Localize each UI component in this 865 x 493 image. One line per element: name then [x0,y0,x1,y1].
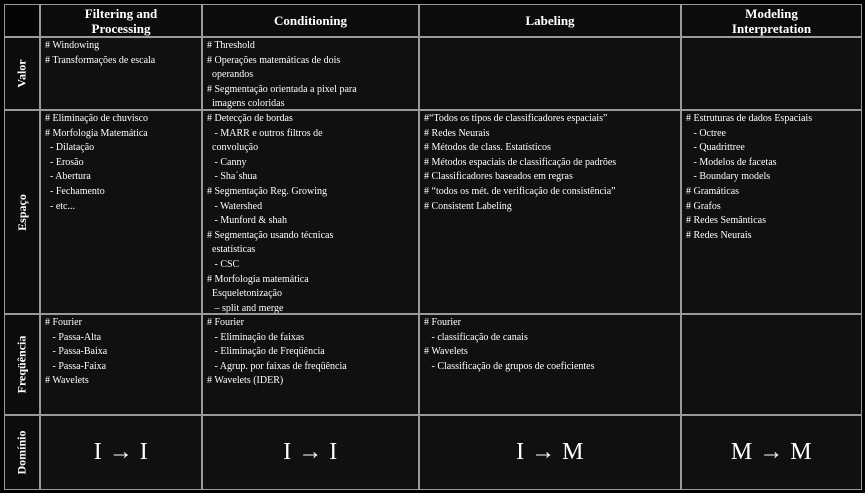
col-header-labeling [419,4,681,37]
col-header-label: Modeling Interpretation [731,5,812,36]
cell-line: # Operações matemáticas de dois [207,54,341,66]
cell-line: – split and merge [207,302,284,314]
domain-mapping: I → I [93,439,149,465]
cell-line: - classificação de canais [424,331,528,343]
cell-espaco-modeling [681,110,862,314]
col-header-conditioning [202,4,419,37]
cell-frequencia-labeling [419,314,681,415]
cell-line: - Fechamento [45,185,105,197]
row-header-label: Espaço [14,193,29,231]
cell-line: Esqueletonização [207,288,282,300]
cell-espaco-labeling [419,110,681,314]
cell-line: # Gramáticas [686,185,740,197]
row-header-frequencia [4,314,40,415]
cell-line: - Munford & shah [207,215,287,227]
cell-line: - Sha´shua [207,171,257,183]
cell-line: - Passa-Faixa [45,360,107,372]
cell-line: - Abertura [45,171,91,183]
cell-line: # Morfologia matemática [207,273,309,285]
cell-line: # Detecção de bordas [207,113,293,124]
col-header-modeling [681,4,862,37]
cell-line: - Passa-Baixa [45,346,108,358]
row-header-dominio [4,415,40,490]
domain-modeling [681,415,862,490]
corner-cell [4,4,40,37]
cell-line: - Classificação de grupos de coeficientes [424,360,595,372]
cell-line: # Métodos de class. Estatísticos [424,142,551,154]
cell-line: # Fourier [424,317,461,328]
cell-line: operandos [207,69,254,81]
cell-line: - MARR e outros filtros de [207,127,323,139]
cell-line: # “todos os mét. de verificação de consistência” [424,185,616,197]
cell-line: # Wavelets (IDER) [207,375,284,387]
cell-line: # Windowing [45,40,100,51]
row-header-espaco [4,110,40,314]
cell-line: # Redes Semânticas [686,215,766,227]
cell-line: - Quadrittree [686,142,745,154]
cell-frequencia-conditioning [202,314,419,415]
cell-line: # Morfologia Matemática [45,127,148,139]
cell-line: # Segmentação Reg. Growing [207,185,327,197]
cell-line: - Erosão [45,156,84,168]
cell-valor-conditioning [202,37,419,110]
cell-line: # Redes Neurais [686,229,752,241]
row-header-label: Freqüência [14,335,29,394]
domain-conditioning [202,415,419,490]
cell-line: # Consistent Labeling [424,200,512,212]
cell-line: # Segmentação usando técnicas [207,229,334,241]
col-header-label: Labeling [525,13,575,28]
cell-line: - Modelos de facetas [686,156,777,168]
cell-line: # Transformações de escala [45,54,156,66]
cell-line: # Classificadores baseados em regras [424,171,573,183]
cell-line: - Boundary models [686,171,771,183]
cell-espaco-conditioning [202,110,419,314]
cell-line: - etc... [45,200,75,212]
cell-line: # Wavelets [424,346,468,358]
col-header-label: Filtering and Processing [84,5,158,36]
domain-mapping: I → I [283,439,338,465]
col-header-label: Conditioning [274,13,347,28]
cell-line: # Wavelets [45,375,89,387]
cell-frequencia-modeling [681,314,862,415]
cell-line: #“Todos os tipos de classificadores espaciais” [424,113,608,124]
cell-line: # Métodos espaciais de classificação de padrões [424,156,617,168]
cell-line: - Octree [686,127,726,139]
cell-line: - Eliminação de Freqüência [207,346,325,358]
cell-line: - CSC [207,258,240,270]
cell-line: - Canny [207,156,247,168]
cell-line: # Fourier [45,317,82,328]
domain-mapping: M → M [730,439,813,465]
cell-valor-labeling [419,37,681,110]
cell-line: imagens coloridas [207,98,285,110]
cell-line: estatísticas [207,244,256,256]
row-header-valor [4,37,40,110]
cell-line: - Passa-Alta [45,331,102,343]
cell-line: - Eliminação de faixas [207,331,305,343]
cell-line: # Eliminação de chuvisco [45,113,149,124]
cell-line: - Watershed [207,200,263,212]
col-header-filtering [40,4,202,37]
cell-line: - Agrup. por faixas de freqüência [207,360,347,372]
cell-line: - Dilatação [45,142,95,154]
row-header-label: Valor [14,59,29,88]
cell-line: convolução [207,142,259,154]
cell-frequencia-filtering [40,314,202,415]
cell-line: # Estruturas de dados Espaciais [686,113,813,124]
row-header-label: Domínio [14,430,29,475]
domain-filtering [40,415,202,490]
cell-valor-filtering [40,37,202,110]
domain-mapping: I → M [516,439,584,465]
cell-line: # Grafos [686,200,721,212]
cell-valor-modeling [681,37,862,110]
cell-line: # Redes Neurais [424,127,490,139]
cell-espaco-filtering [40,110,202,314]
comparison-table [4,4,862,490]
cell-line: # Segmentação orientada a pixel para [207,83,357,95]
cell-line: # Threshold [207,40,255,51]
cell-line: # Fourier [207,317,244,328]
domain-labeling [419,415,681,490]
